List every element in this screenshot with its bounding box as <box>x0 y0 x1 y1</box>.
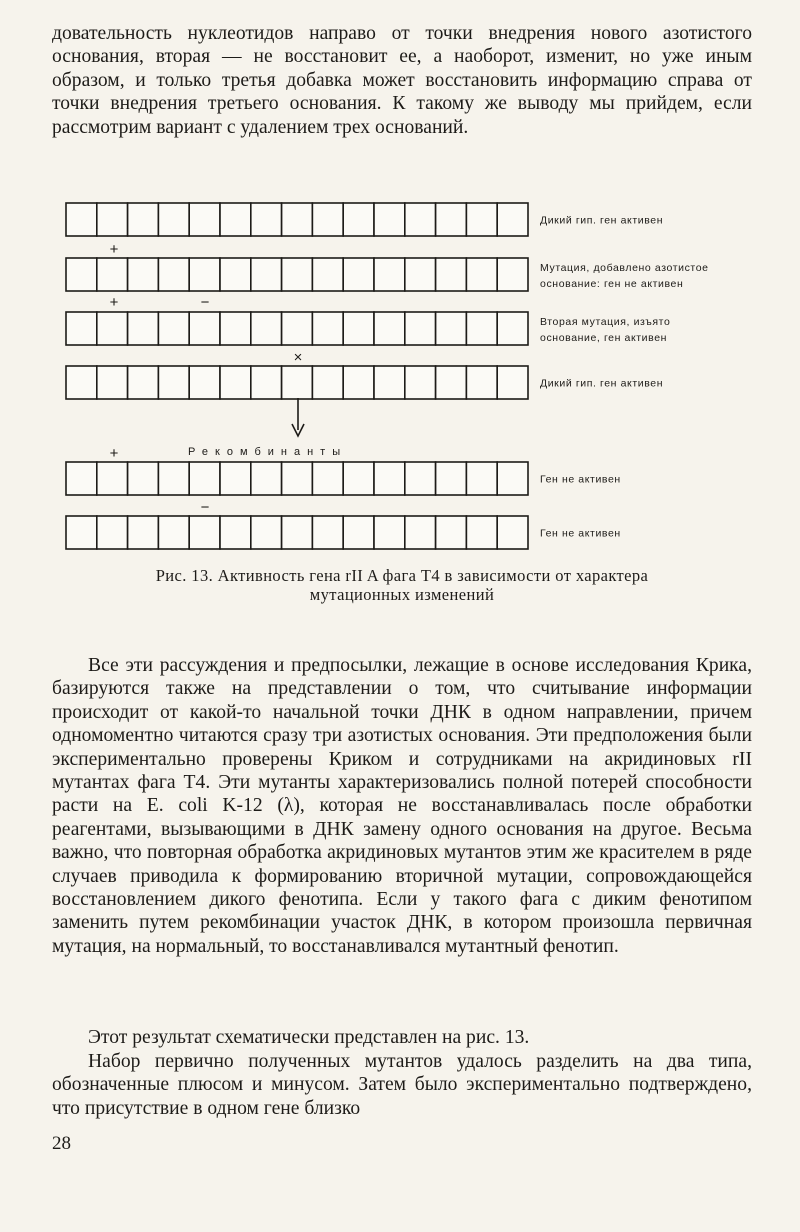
gene-segment <box>374 366 405 399</box>
gene-segment <box>66 462 97 495</box>
gene-segment <box>436 203 467 236</box>
gene-segment <box>189 516 220 549</box>
gene-segment <box>97 462 128 495</box>
gene-segment <box>66 258 97 291</box>
gene-segment <box>343 366 374 399</box>
gene-segment <box>282 312 313 345</box>
gene-segment <box>343 462 374 495</box>
gene-segment <box>436 462 467 495</box>
row-label: Дикий гип. ген активен <box>540 214 664 227</box>
row-label: Вторая мутация, изъято <box>540 316 671 328</box>
gene-segment <box>436 366 467 399</box>
gene-segment <box>282 366 313 399</box>
gene-segment <box>158 258 189 291</box>
gene-segment <box>343 516 374 549</box>
gene-segment <box>405 462 436 495</box>
gene-segment <box>282 516 313 549</box>
gene-segment <box>374 516 405 549</box>
gene-segment <box>436 258 467 291</box>
gene-segment <box>343 258 374 291</box>
gene-segment <box>220 312 251 345</box>
gene-segment <box>312 462 343 495</box>
gene-segment <box>497 366 528 399</box>
gene-segment <box>189 258 220 291</box>
gene-segment <box>189 312 220 345</box>
row-label: основание, ген активен <box>540 332 668 344</box>
row-label: Ген не активен <box>540 527 621 540</box>
plus-mark: + <box>109 445 119 462</box>
gene-segment <box>189 462 220 495</box>
gene-segment <box>220 462 251 495</box>
minus-mark: − <box>200 499 210 516</box>
row-label: основание: ген не активен <box>540 278 684 290</box>
gene-segment <box>374 258 405 291</box>
gene-segment <box>405 516 436 549</box>
gene-segment <box>405 258 436 291</box>
gene-segment <box>405 203 436 236</box>
gene-segment <box>282 203 313 236</box>
gene-segment <box>466 366 497 399</box>
gene-segment <box>466 312 497 345</box>
recombinants-title: Рекомбинанты <box>188 446 348 458</box>
gene-segment <box>66 366 97 399</box>
gene-segment <box>158 203 189 236</box>
gene-segment <box>220 366 251 399</box>
gene-segment <box>97 516 128 549</box>
gene-segment <box>497 203 528 236</box>
row-label: Ген не активен <box>540 473 621 486</box>
gene-segment <box>220 516 251 549</box>
gene-segment <box>497 516 528 549</box>
gene-segment <box>251 366 282 399</box>
gene-segment <box>312 312 343 345</box>
gene-segment <box>251 258 282 291</box>
gene-segment <box>436 516 467 549</box>
gene-segment <box>282 258 313 291</box>
gene-segment <box>158 366 189 399</box>
gene-segment <box>251 462 282 495</box>
gene-segment <box>97 258 128 291</box>
gene-segment <box>97 312 128 345</box>
gene-segment <box>128 203 159 236</box>
gene-segment <box>128 516 159 549</box>
gene-segment <box>66 203 97 236</box>
gene-segment <box>220 203 251 236</box>
gene-segment <box>497 258 528 291</box>
gene-activity-diagram <box>0 0 800 600</box>
gene-segment <box>405 312 436 345</box>
gene-segment <box>128 312 159 345</box>
plus-mark: + <box>109 241 119 258</box>
gene-segment <box>220 258 251 291</box>
row-label: Мутация, добавлено азотистое <box>540 262 709 274</box>
result-line: Этот результат схематически представлен на рис. 13. <box>88 1027 530 1048</box>
gene-segment <box>128 366 159 399</box>
gene-segment <box>251 312 282 345</box>
row-label: Дикий гип. ген активен <box>540 377 664 390</box>
page-number: 28 <box>52 1133 71 1154</box>
gene-segment <box>343 312 374 345</box>
gene-segment <box>251 203 282 236</box>
gene-segment <box>97 366 128 399</box>
gene-segment <box>312 258 343 291</box>
gene-segment <box>158 516 189 549</box>
gene-segment <box>374 312 405 345</box>
gene-segment <box>466 462 497 495</box>
gene-segment <box>374 203 405 236</box>
gene-segment <box>466 516 497 549</box>
gene-segment <box>374 462 405 495</box>
gene-segment <box>466 203 497 236</box>
gene-segment <box>312 366 343 399</box>
minus-mark: − <box>200 294 210 311</box>
gene-segment <box>343 203 374 236</box>
gene-segment <box>189 366 220 399</box>
gene-segment <box>97 203 128 236</box>
caption-line-1: Рис. 13. Активность гена rII A фага T4 в зависимости от характера <box>155 566 649 585</box>
gene-segment <box>466 258 497 291</box>
gene-segment <box>282 462 313 495</box>
gene-segment <box>312 203 343 236</box>
gene-segment <box>497 312 528 345</box>
gene-segment <box>251 516 282 549</box>
gene-segment <box>158 312 189 345</box>
gene-segment <box>66 516 97 549</box>
gene-segment <box>66 312 97 345</box>
gene-segment <box>497 462 528 495</box>
gene-segment <box>158 462 189 495</box>
gene-segment <box>405 366 436 399</box>
top-paragraph: довательность нуклеотидов направо от точки внедрения нового азотистого основания, вторая — не восстановит ее, а наоборот, изменит, но уже иным образом, и только третья добавка может восстановить информацию справа от точки внедрения третьего основания. К такому же выводу мы прийдем, если рассмотрим вариант с удалением трех оснований. <box>52 23 752 138</box>
plus-mark: + <box>109 294 119 311</box>
caption-line-2: мутационных изменений <box>309 585 495 604</box>
cross-mark: × <box>293 349 303 366</box>
gene-segment <box>436 312 467 345</box>
gene-segment <box>189 203 220 236</box>
main-paragraph: Все эти рассуждения и предпосылки, лежащие в основе исследования Крика, базируются также на представлении о том, что считывание информации происходит от какой-то начальной точки ДНК в одном направлении, причем одномоментно читаются сразу три азотистых основания. Эти предположения были экспериментально проверены Криком и сотрудниками на акридиновых rII мутантах фага T4. Эти мутанты характеризовались полной потерей способности расти на E. coli K-12 (λ), которая не восстанавливалась после обработки реагентами, вызывающими в ДНК замену одного основания на другое. Весьма важно, что повторная обработка акридиновых мутантов этим же красителем в ряде случаев приводила к формированию вторичной мутации, сопровождающейся восстановлением дикого фенотипа. Если у такого фага с диким фенотипом заменить путем рекомбинации участок ДНК, в котором произошла первичная мутация, на нормальный, то восстанавливался мутантный фенотип. <box>52 655 752 957</box>
figure-caption <box>52 566 752 604</box>
gene-segment <box>128 462 159 495</box>
gene-segment <box>128 258 159 291</box>
last-paragraph: Набор первично полученных мутантов удалось разделить на два типа, обозначенные плюсом и минусом. Затем было экспериментально подтверждено, что присутствие в одном гене близко <box>52 1051 752 1119</box>
gene-segment <box>312 516 343 549</box>
